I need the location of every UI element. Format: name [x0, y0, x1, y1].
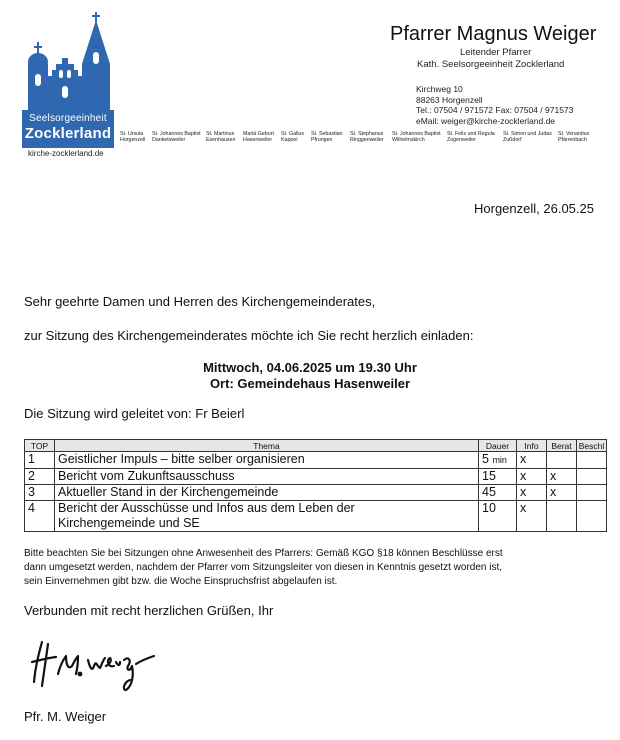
parish-logo-icon	[22, 12, 114, 124]
intro-text: zur Sitzung des Kirchengemeinderates möchte ich Sie recht herzlich einladen:	[24, 328, 474, 343]
cell-thema: Aktueller Stand in der Kirchengemeinde	[55, 485, 479, 501]
cell-beschl	[577, 501, 607, 532]
sender-role: Leitender Pfarrer	[460, 47, 532, 58]
cell-info: x	[517, 501, 547, 532]
sender-city: 88263 Horgenzell	[416, 95, 483, 105]
col-header-beschl: Beschl	[577, 440, 607, 452]
col-header-berat: Berat	[547, 440, 577, 452]
sender-name: Pfarrer Magnus Weiger	[390, 23, 597, 45]
cell-info: x	[517, 485, 547, 501]
table-header-row	[25, 440, 607, 452]
meeting-chair: Die Sitzung wird geleitet von: Fr Beierl	[24, 406, 245, 421]
website-url[interactable]: kirche-zocklerland.de	[28, 149, 104, 158]
cell-thema: Geistlicher Impuls – bitte selber organisieren	[55, 452, 479, 469]
cell-top: 2	[25, 469, 55, 485]
logo-line2: Zocklerland	[24, 125, 112, 142]
parish-item: St. Stephanus Ringgenweiler	[350, 131, 384, 144]
col-header-dauer: Dauer	[479, 440, 517, 452]
letter-date: Horgenzell, 26.05.25	[474, 201, 594, 216]
cell-beschl	[577, 452, 607, 469]
table-row	[25, 485, 607, 501]
cell-top: 3	[25, 485, 55, 501]
cell-thema: Bericht der Ausschüsse und Infos aus dem Leben der Kirchengemeinde und SE	[55, 501, 479, 532]
cell-top: 1	[25, 452, 55, 469]
legal-note: Bitte beachten Sie bei Sitzungen ohne Anwesenheit des Pfarrers: Gemäß KGO §18 können Beschlüsse erst dann umgesetzt werden, nachdem der Pfarrer vom Sitzungsleiter von diesen in Kenntnis gesetzt worden ist, sein Einvernehmen gibt bzw. die Woche Einspruchsfrist abgelaufen ist.	[24, 548, 503, 587]
meeting-place: Ort: Gemeindehaus Hasenweiler	[209, 376, 411, 391]
parish-item: St. Johannes Baptist Danketsweiler	[152, 131, 201, 144]
logo-wordmark	[22, 110, 114, 148]
parish-item: St. Gallus Kappel	[281, 131, 304, 144]
parish-item: St. Sebastian Pfrungen	[311, 131, 343, 144]
parish-item: St. Venantius Pfärrenbach	[558, 131, 590, 144]
cell-info: x	[517, 469, 547, 485]
parish-item: St. Martinus Esenhausen	[206, 131, 236, 144]
sender-phone: Tel.: 07504 / 971572 Fax: 07504 / 971573	[416, 105, 574, 115]
signature-icon	[30, 636, 160, 692]
col-header-thema: Thema	[55, 440, 479, 452]
col-header-top: TOP	[25, 440, 55, 452]
cell-berat	[547, 501, 577, 532]
table-row	[25, 452, 607, 469]
col-header-info: Info	[517, 440, 547, 452]
cell-info: x	[517, 452, 547, 469]
parish-item: Mariä Geburt Hasenweiler	[243, 131, 274, 144]
sender-unit: Kath. Seelsorgeeinheit Zocklerland	[417, 59, 565, 70]
table-row	[25, 469, 607, 485]
cell-berat: x	[547, 469, 577, 485]
parish-item: St. Johannes Baptist Wilhelmskirch	[392, 131, 441, 144]
cell-dauer: 15	[479, 469, 517, 485]
cell-thema: Bericht vom Zukunftsausschuss	[55, 469, 479, 485]
closing-text: Verbunden mit recht herzlichen Grüßen, Ihr	[24, 603, 274, 618]
parish-item: St. Felix und Regula Zogenweiler	[447, 131, 495, 144]
parish-item: St. Ursula Horgenzell	[120, 131, 146, 144]
signer-name: Pfr. M. Weiger	[24, 709, 107, 724]
salutation: Sehr geehrte Damen und Herren des Kirchengemeinderates,	[24, 294, 376, 309]
cell-dauer: 5 min	[479, 452, 517, 469]
table-row	[25, 501, 607, 532]
sender-street: Kirchweg 10	[416, 84, 463, 94]
cell-beschl	[577, 485, 607, 501]
logo-line1: Seelsorgeeinheit	[29, 113, 107, 124]
agenda-table	[24, 439, 607, 532]
sender-email[interactable]: eMail: weiger@kirche-zocklerland.de	[416, 116, 556, 126]
meeting-date: Mittwoch, 04.06.2025 um 19.30 Uhr	[203, 360, 417, 375]
cell-top: 4	[25, 501, 55, 532]
cell-dauer: 10	[479, 501, 517, 532]
cell-dauer: 45	[479, 485, 517, 501]
cell-berat	[547, 452, 577, 469]
cell-beschl	[577, 469, 607, 485]
parish-item: St. Simon und Judas Zußdorf	[503, 131, 552, 144]
cell-berat: x	[547, 485, 577, 501]
